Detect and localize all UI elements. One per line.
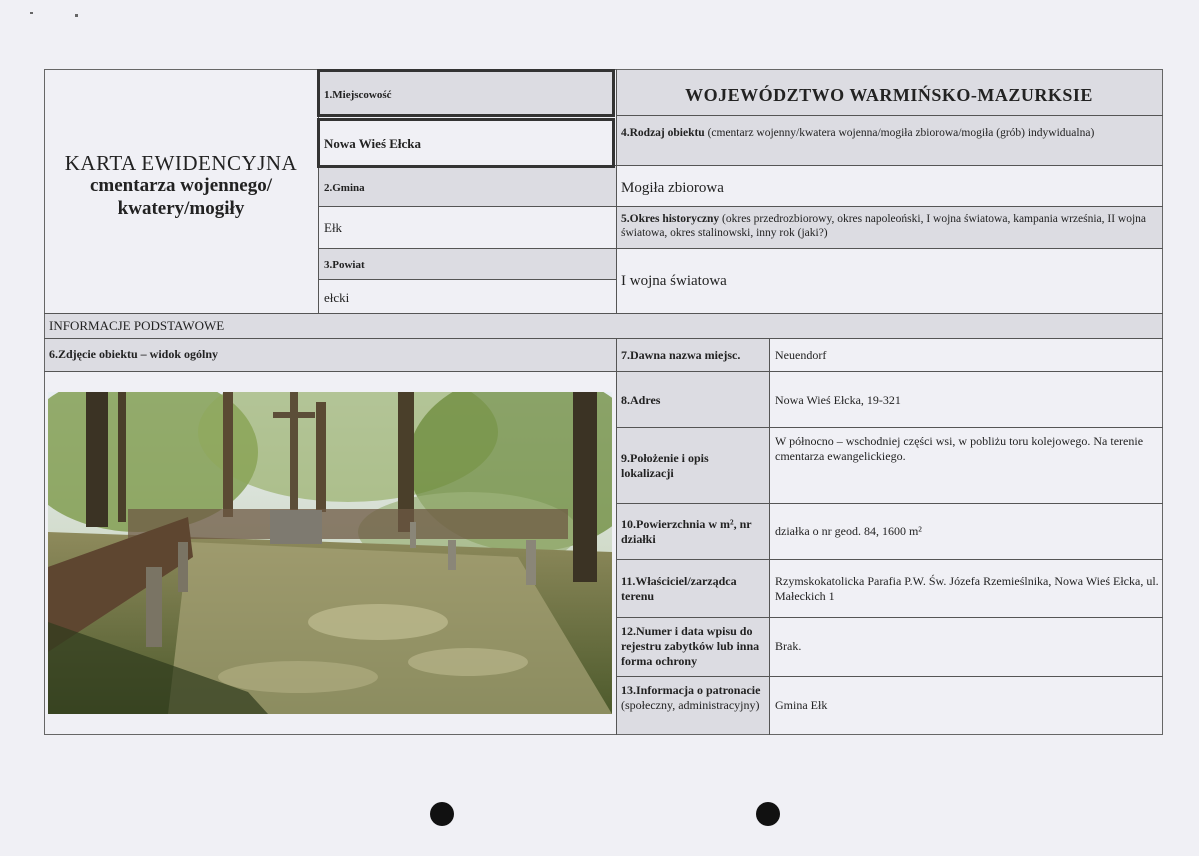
detail-label-powierzchnia: 10.Powierzchnia w m², nr działki <box>621 517 752 546</box>
rodzaj-hint: (cmentarz wojenny/kwatera wojenna/mogiła zbiorowa/mogiła (grób) indywidualna) <box>704 127 1095 139</box>
grid-line <box>616 427 1163 428</box>
card-title-line3: kwatery/mogiły <box>117 198 245 219</box>
miejscowosc-label: 1.Miejscowość <box>324 89 392 101</box>
detail-label-patronat-suffix: (społeczny, administracyjny) <box>621 698 760 712</box>
gmina-value: Ełk <box>324 220 343 235</box>
photo-label: 6.Zdjęcie obiektu – widok ogólny <box>49 347 219 361</box>
scan-speck <box>75 14 78 17</box>
grid-line <box>318 248 616 249</box>
detail-value-rejestr: Brak. <box>775 639 802 653</box>
rodzaj-value: Mogiła zbiorowa <box>621 180 724 196</box>
grid-line <box>616 69 617 313</box>
powiat-value: ełcki <box>324 290 350 305</box>
detail-label-wlasciciel: 11.Właściciel/zarządca terenu <box>621 574 737 603</box>
detail-label-patronat-text <box>621 683 767 713</box>
powiat-label: 3.Powiat <box>324 259 365 271</box>
grid-line <box>318 206 1163 207</box>
grid-line <box>44 338 1163 339</box>
card-title-line2: cmentarza wojennego/ <box>89 175 273 196</box>
cemetery-photo <box>48 392 612 714</box>
miejscowosc-value: Nowa Wieś Ełcka <box>324 136 422 151</box>
detail-value-patronat: Gmina Ełk <box>775 698 828 712</box>
detail-value-wlasciciel: Rzymskokatolicka Parafia P.W. Św. Józefa Rzemieślnika, Nowa Wieś Ełcka, ul. Małeckich 1 <box>775 574 1159 603</box>
grid-line <box>616 676 1163 677</box>
grid-line <box>616 503 1163 504</box>
grid-line <box>616 371 1163 372</box>
section-title: INFORMACJE PODSTAWOWE <box>49 318 225 333</box>
detail-value-polozenie: W północno – wschodniej części wsi, w pobliżu toru kolejowego. Na terenie cmentarza ewangelickiego. <box>775 434 1144 463</box>
gmina-label: 2.Gmina <box>324 182 365 194</box>
punch-hole-right <box>756 802 780 826</box>
grid-line <box>44 371 616 372</box>
okres-value: I wojna światowa <box>621 273 727 289</box>
okres-label-text <box>621 212 1157 240</box>
detail-label-rejestr: 12.Numer i data wpisu do rejestru zabytków lub inna forma ochrony <box>621 624 760 668</box>
detail-value-powierzchnia: działka o nr geod. 84, 1600 m² <box>775 524 922 538</box>
grid-line <box>318 279 616 280</box>
detail-value-dawna-nazwa: Neuendorf <box>775 348 827 362</box>
okres-hint: (okres przedrozbiorowy, okres napoleoński, I wojna światowa, kampania września, II wojna światowa, okres stalinowski, inny rok (jaki?) <box>621 213 1147 239</box>
grid-line <box>616 559 1163 560</box>
rodzaj-label-text <box>621 126 1157 140</box>
card-title <box>46 152 316 220</box>
scan-speck <box>30 12 33 14</box>
detail-label-patronat: 13.Informacja o patronacie <box>621 683 761 697</box>
rodzaj-label-cell <box>616 115 1162 165</box>
grid-line <box>44 313 1163 314</box>
grid-line <box>616 115 1163 116</box>
grid-line <box>616 617 1163 618</box>
cemetery-photo-graphic <box>48 392 612 714</box>
detail-value-adres: Nowa Wieś Ełcka, 19-321 <box>775 393 901 407</box>
okres-label: 5.Okres historyczny <box>621 213 720 225</box>
detail-label-dawna-nazwa: 7.Dawna nazwa miejsc. <box>621 348 741 362</box>
grid-line <box>616 248 1163 249</box>
wojewodztwo-title: WOJEWÓDZTWO WARMIŃSKO-MAZURKSIE <box>685 85 1093 105</box>
detail-label-polozenie: 9.Położenie i opis lokalizacji <box>621 451 709 480</box>
detail-label-adres: 8.Adres <box>621 393 661 407</box>
card-title-line1: KARTA EWIDENCYJNA <box>64 151 298 175</box>
rodzaj-label: 4.Rodzaj obiektu <box>621 127 705 139</box>
punch-hole-left <box>430 802 454 826</box>
